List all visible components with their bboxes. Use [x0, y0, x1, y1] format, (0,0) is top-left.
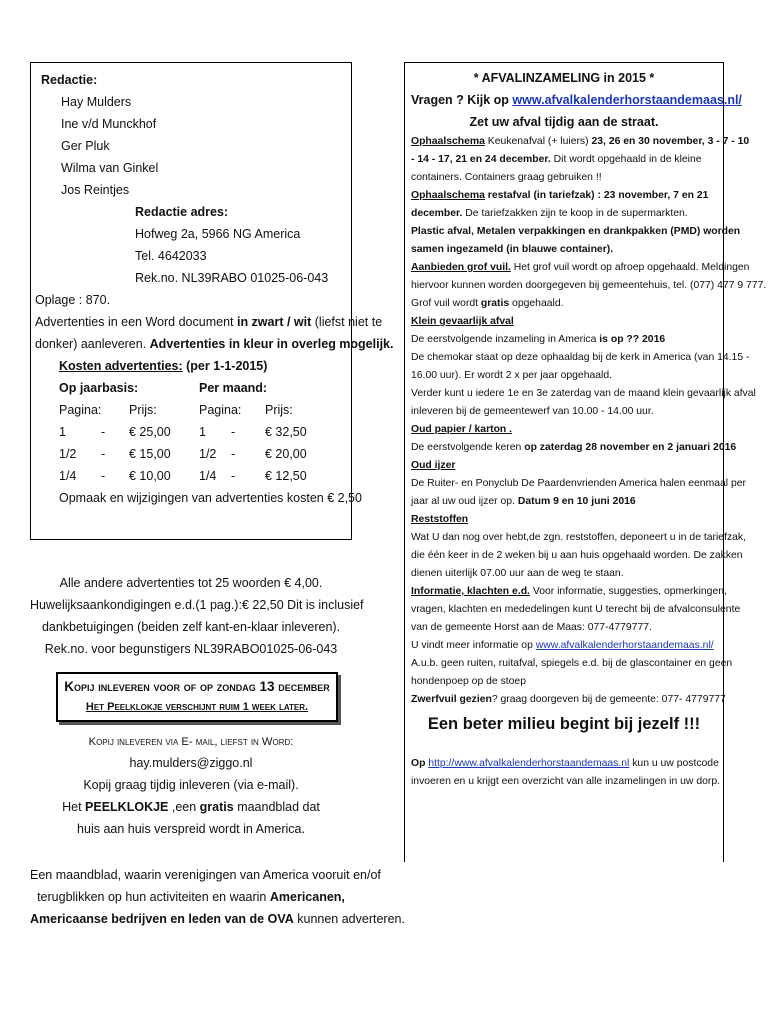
redactie-heading: Redactie:: [41, 73, 98, 87]
other-ad-line: Rek.no. voor begunstigers NL39RABO01025-06-043: [44, 642, 338, 656]
adv-line1: Advertenties in een Word document in zwart / wit (liefst niet te: [35, 315, 383, 329]
afvalkalender-link[interactable]: www.afvalkalenderhorstaandemaas.nl/: [512, 93, 742, 107]
info-line1: Informatie, klachten e.d. Voor informatie, suggesties, opmerkingen,: [411, 586, 727, 597]
afvalkalender-url-link[interactable]: http://www.afvalkalenderhorstaandemaas.nl: [428, 758, 630, 769]
right-column: [404, 62, 767, 862]
price-row: 1/4 - € 10,00 1/4 - € 12,50: [59, 469, 307, 483]
redactie-box: [30, 62, 394, 540]
ophaal1-line3: containers. Containers graag gebruiken !!: [411, 172, 602, 183]
price-columns: Pagina: Prijs: Pagina: Prijs:: [59, 403, 293, 417]
aub-line2: hondenpoep op de stoep: [411, 676, 526, 687]
papier-heading: Oud papier / karton .: [411, 424, 513, 435]
other-ad-line: dankbetuigingen (beiden zelf kant-en-klaar inleveren).: [41, 620, 341, 634]
member: Hay Mulders: [61, 95, 132, 109]
info-line3: van de gemeente Horst aan de Maas: 077-4779777.: [411, 622, 652, 633]
member: Jos Reintjes: [61, 183, 130, 197]
kga-line3: 16.00 uur). Er wordt 2 x per jaar opgehaald.: [411, 370, 613, 381]
price-row: 1 - € 25,00 1 - € 32,50: [59, 425, 307, 439]
peelklokje-line2: huis aan huis verspreid wordt in America.: [77, 822, 305, 836]
banner-deadline: Kopij inleveren voor of op zondag 13 december: [64, 679, 330, 694]
ophaal2-line2: december. De tariefzakken zijn te koop in de supermarkten.: [411, 208, 688, 219]
kopij-via: Kopij inleveren via E- mail, liefst in Word:: [88, 736, 294, 748]
grof-line2: hiervoor kunnen worden doorgegeven bij gemeentehuis, tel. (077) 477 9 777.: [411, 280, 767, 291]
left-column: [30, 62, 394, 660]
zet-line: Zet uw afval tijdig aan de straat.: [469, 115, 659, 129]
info-line4: U vindt meer informatie op www.afvalkalenderhorstaandemaas.nl/: [411, 640, 714, 651]
email-link[interactable]: hay.mulders@ziggo.nl: [129, 756, 253, 770]
kga-line4: Verder kunt u iedere 1e en 3e zaterdag van de maand klein gevaarlijk afval: [411, 388, 756, 399]
ophaal2-line1: Ophaalschema restafval (in tariefzak) : 23 november, 7 en 21: [411, 190, 709, 201]
member: Ine v/d Munckhof: [61, 117, 157, 131]
ophaal1-line2: - 14 - 17, 21 en 24 december. Dit wordt opgehaald in de kleine: [411, 154, 702, 165]
kga-line1: De eerstvolgende inzameling in America is op ?? 2016: [411, 334, 666, 345]
address-line: Rek.no. NL39RABO 01025-06-043: [135, 271, 329, 285]
member: Wilma van Ginkel: [61, 161, 159, 175]
milieu-slogan: Een beter milieu begint bij jezelf !!!: [427, 715, 701, 733]
plastic-line1: Plastic afval, Metalen verpakkingen en drankpakken (PMD) worden: [411, 226, 741, 237]
maandblad-line2: terugblikken op hun activiteiten en waarin Americanen,: [37, 890, 345, 904]
price-header: Op jaarbasis: Per maand:: [59, 381, 268, 395]
ijzer-heading: Oud ijzer: [411, 460, 456, 471]
other-ads: [30, 572, 364, 660]
kga-heading: Klein gevaarlijk afval: [411, 316, 514, 327]
ophaal1-line1: Ophaalschema Keukenafval (+ luiers) 23, 26 en 30 november, 3 - 7 - 10: [411, 136, 750, 147]
afval-title: * AFVALINZAMELING in 2015 *: [473, 71, 655, 85]
address-line: Hofweg 2a, 5966 NG America: [135, 227, 301, 241]
adv-line2: donker) aanleveren. Advertenties in kleur in overleg mogelijk.: [35, 337, 394, 351]
banner-publication: Het Peelklokje verschijnt ruim 1 week later.: [85, 701, 309, 713]
kopij-tijdig: Kopij graag tijdig inleveren (via e-mail).: [83, 778, 299, 792]
rest-line: Wat U dan nog over hebt,de zgn. reststoffen, deponeert u in de tariefzak,: [411, 532, 747, 543]
info-line2: vragen, klachten en mededelingen kunt U terecht bij de afvalconsulente: [411, 604, 741, 615]
member: Ger Pluk: [61, 139, 110, 153]
rest-heading: Reststoffen: [411, 514, 469, 525]
opmaak-note: Opmaak en wijzigingen van advertenties kosten € 2,50: [59, 491, 362, 505]
papier-line: De eerstvolgende keren op zaterdag 28 november en 2 januari 2016: [411, 442, 737, 453]
other-ad-line: Huwelijksaankondigingen e.d.(1 pag.):€ 22,50 Dit is inclusief: [30, 598, 364, 612]
rest-line: dienen uiterlijk 07.00 uur aan de weg te staan.: [411, 568, 624, 579]
peelklokje-line: Het PEELKLOKJE ,een gratis maandblad dat: [62, 800, 320, 814]
kosten-heading: Kosten advertenties: (per 1-1-2015): [59, 359, 268, 373]
zwerfvuil-line: Zwerfvuil gezien? graag doorgeven bij de gemeente: 077- 4779777: [411, 694, 726, 705]
kga-line2: De chemokar staat op deze ophaaldag bij de kerk in America (van 14.15 -: [411, 352, 750, 363]
afval-box: [404, 62, 767, 862]
op-line1: Op http://www.afvalkalenderhorstaandemaas.nl kun u uw postcode: [411, 758, 719, 769]
other-ad-line: Alle andere advertenties tot 25 woorden € 4,00.: [59, 576, 323, 590]
kga-line5: inleveren bij de gemeentewerf van 10.00 - 14.00 uur.: [411, 406, 654, 417]
afvalkalender-link[interactable]: www.afvalkalenderhorstaandemaas.nl/: [535, 640, 714, 651]
price-row: 1/2 - € 15,00 1/2 - € 20,00: [59, 447, 307, 461]
grof-line1: Aanbieden grof vuil. Het grof vuil wordt op afroep opgehaald. Meldingen: [411, 262, 750, 273]
oplage: Oplage : 870.: [35, 293, 111, 307]
maandblad-block: [30, 864, 405, 930]
deadline-banner: [56, 672, 338, 722]
op-line2: invoeren en u krijgt een overzicht van alle inzamelingen in uw dorp.: [411, 776, 721, 787]
grof-line3: Grof vuil wordt gratis opgehaald.: [411, 298, 564, 309]
maandblad-line3: Americaanse bedrijven en leden van de OVA kunnen adverteren.: [30, 912, 405, 926]
address-line: Tel. 4642033: [135, 249, 207, 263]
maandblad-line1: Een maandblad, waarin verenigingen van America vooruit en/of: [30, 868, 381, 882]
ijzer-line1: De Ruiter- en Ponyclub De Paardenvrienden America halen eenmaal per: [411, 478, 747, 489]
aub-line1: A.u.b. geen ruiten, ruitafval, spiegels e.d. bij de glascontainer en geen: [411, 658, 733, 669]
ijzer-line2: jaar al uw oud ijzer op. Datum 9 en 10 juni 2016: [411, 496, 636, 507]
vragen-line: Vragen ? Kijk op www.afvalkalenderhorstaandemaas.nl/: [411, 93, 742, 107]
address-heading: Redactie adres:: [135, 205, 229, 219]
rest-line: die één keer in de 2 weken bij u aan huis opgehaald worden. De zakken: [411, 550, 743, 561]
kopij-block: [30, 732, 405, 930]
plastic-line2: samen ingezameld (in blauwe container).: [411, 244, 614, 255]
